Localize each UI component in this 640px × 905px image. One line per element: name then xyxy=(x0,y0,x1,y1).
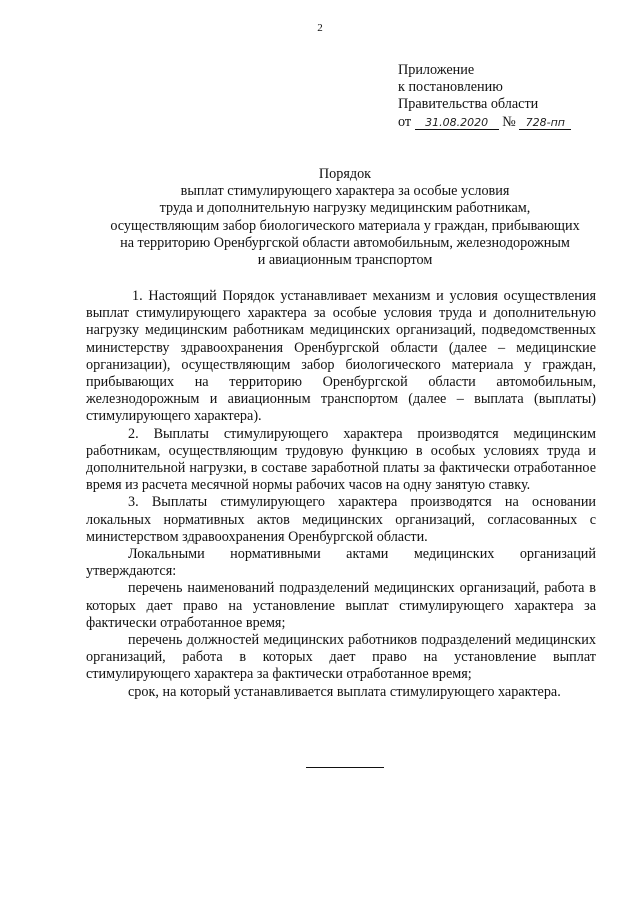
paragraph-1: 1. Настоящий Порядок устанавливает механизм и условия осуществления выплат стимулирующего характера за особые условия труда и дополнительную нагрузку медицинским работникам медицинских организаций, подведомственных министерству здравоохранения Оренбургской области (далее – медицинские организации), осуществляющим забор биологического материала у граждан, прибывающих на территорию Оренбургской области автомобильным, железнодорожным и авиационным транспортом (далее – выплата (выплаты) стимулирующего характера). xyxy=(86,288,596,425)
paragraph-3: 3. Выплаты стимулирующего характера производятся на основании локальных нормативных актов медицинских организаций, согласованных с министерством здравоохранения Оренбургской области. xyxy=(86,494,596,545)
list-item-positions: перечень должностей медицинских работников подразделений медицинских организаций, работа в которых дает право на установление выплат стимулирующего характера за фактически отработанное время; xyxy=(86,632,596,683)
appendix-line-3: Правительства области xyxy=(398,96,539,113)
paragraph-2: 2. Выплаты стимулирующего характера производятся медицинским работникам, осуществляющим трудовую функцию в особых условиях труда и дополнительной нагрузки, в составе заработной платы за фактически отработанное время из расчета месячной нормы рабочих часов на одну занятую ставку. xyxy=(86,425,596,494)
list-item-term: срок, на который устанавливается выплата стимулирующего характера. xyxy=(128,683,561,700)
handwritten-number: 728-пп xyxy=(519,116,571,130)
document-title xyxy=(60,166,630,269)
title-line: на территорию Оренбургской области автомобильным, железнодорожным xyxy=(120,234,570,251)
title-line: выплат стимулирующего характера за особые условия xyxy=(180,183,510,200)
handwritten-date: 31.08.2020 xyxy=(415,116,499,130)
page-number: 2 xyxy=(317,22,323,34)
title-line: осуществляющим забор биологического материала у граждан, прибывающих xyxy=(110,217,580,234)
appendix-line-2: к постановлению xyxy=(398,79,503,96)
from-label: от xyxy=(398,113,412,130)
title-line: труда и дополнительную нагрузку медицинским работникам, xyxy=(159,200,531,217)
title-heading: Порядок xyxy=(318,166,372,182)
appendix-date-line xyxy=(398,114,618,131)
list-item-departments: перечень наименований подразделений медицинских организаций, работа в которых дает право на установление выплат стимулирующего характера за фактически отработанное время; xyxy=(86,580,596,631)
appendix-line-1: Приложение xyxy=(398,62,475,78)
paragraph-local-acts: Локальными нормативными актами медицинских организаций утверждаются: xyxy=(86,546,596,580)
end-divider-line xyxy=(306,767,384,768)
number-label: № xyxy=(502,113,516,130)
document-body xyxy=(86,288,596,701)
appendix-block xyxy=(398,62,618,131)
title-line: и авиационным транспортом xyxy=(257,252,433,269)
